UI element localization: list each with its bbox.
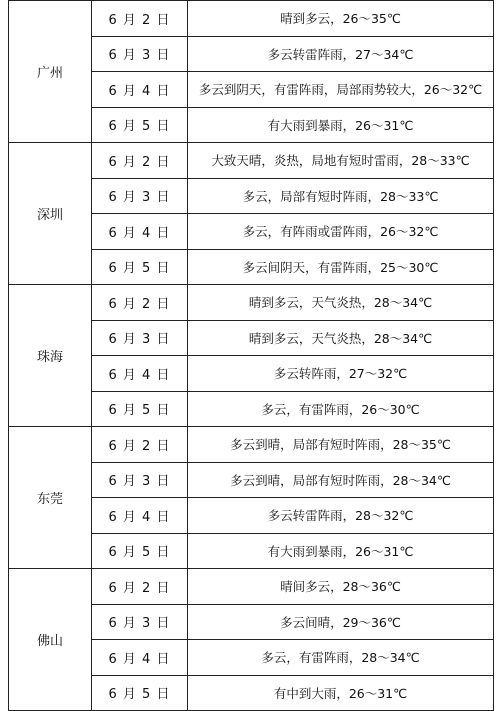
weather-cell: 多云到晴，局部有短时阵雨，28～35℃ <box>188 427 494 463</box>
city-cell: 佛山 <box>9 569 92 711</box>
date-cell: 6 月 4 日 <box>92 640 188 676</box>
date-cell: 6 月 2 日 <box>92 427 188 463</box>
city-cell: 珠海 <box>9 285 92 427</box>
date-cell: 6 月 5 日 <box>92 249 188 285</box>
weather-cell: 晴到多云，天气炎热，28～34℃ <box>188 320 494 356</box>
city-cell: 深圳 <box>9 143 92 285</box>
weather-cell: 晴间多云，28～36℃ <box>188 569 494 605</box>
weather-cell: 晴到多云，天气炎热，28～34℃ <box>188 285 494 321</box>
weather-cell: 多云，局部有短时阵雨，28～33℃ <box>188 178 494 214</box>
table-row <box>9 427 494 463</box>
table-row <box>9 569 494 605</box>
date-cell: 6 月 5 日 <box>92 675 188 711</box>
forecast-table <box>8 0 494 711</box>
weather-cell: 多云，有雷阵雨，26～30℃ <box>188 391 494 427</box>
date-cell: 6 月 4 日 <box>92 214 188 250</box>
date-cell: 6 月 5 日 <box>92 107 188 143</box>
weather-cell: 有大雨到暴雨，26～31℃ <box>188 107 494 143</box>
date-cell: 6 月 2 日 <box>92 569 188 605</box>
date-cell: 6 月 3 日 <box>92 178 188 214</box>
date-cell: 6 月 2 日 <box>92 143 188 179</box>
weather-cell: 有中到大雨，26～31℃ <box>188 675 494 711</box>
date-cell: 6 月 2 日 <box>92 285 188 321</box>
date-cell: 6 月 5 日 <box>92 391 188 427</box>
date-cell: 6 月 3 日 <box>92 36 188 72</box>
table-row <box>9 1 494 37</box>
weather-cell: 大致天晴，炎热，局地有短时雷雨，28～33℃ <box>188 143 494 179</box>
date-cell: 6 月 2 日 <box>92 1 188 37</box>
weather-cell: 多云，有阵雨或雷阵雨，26～32℃ <box>188 214 494 250</box>
weather-cell: 多云到阴天，有雷阵雨，局部雨势较大，26～32℃ <box>188 72 494 108</box>
weather-cell: 多云转阵雨，27～32℃ <box>188 356 494 392</box>
date-cell: 6 月 3 日 <box>92 604 188 640</box>
city-cell: 广州 <box>9 1 92 143</box>
weather-cell: 多云间阴天，有雷阵雨，25～30℃ <box>188 249 494 285</box>
date-cell: 6 月 3 日 <box>92 320 188 356</box>
table-row <box>9 285 494 321</box>
weather-cell: 多云转雷阵雨，28～32℃ <box>188 498 494 534</box>
weather-cell: 晴到多云，26～35℃ <box>188 1 494 37</box>
weather-cell: 多云到晴，局部有短时阵雨，28～34℃ <box>188 462 494 498</box>
date-cell: 6 月 3 日 <box>92 462 188 498</box>
table-row <box>9 143 494 179</box>
forecast-table-body <box>9 1 494 711</box>
date-cell: 6 月 4 日 <box>92 498 188 534</box>
weather-cell: 多云转雷阵雨，27～34℃ <box>188 36 494 72</box>
date-cell: 6 月 4 日 <box>92 356 188 392</box>
weather-cell: 有大雨到暴雨，26～31℃ <box>188 533 494 569</box>
city-cell: 东莞 <box>9 427 92 569</box>
weather-cell: 多云，有雷阵雨，28～34℃ <box>188 640 494 676</box>
weather-cell: 多云间晴，29～36℃ <box>188 604 494 640</box>
date-cell: 6 月 4 日 <box>92 72 188 108</box>
date-cell: 6 月 5 日 <box>92 533 188 569</box>
